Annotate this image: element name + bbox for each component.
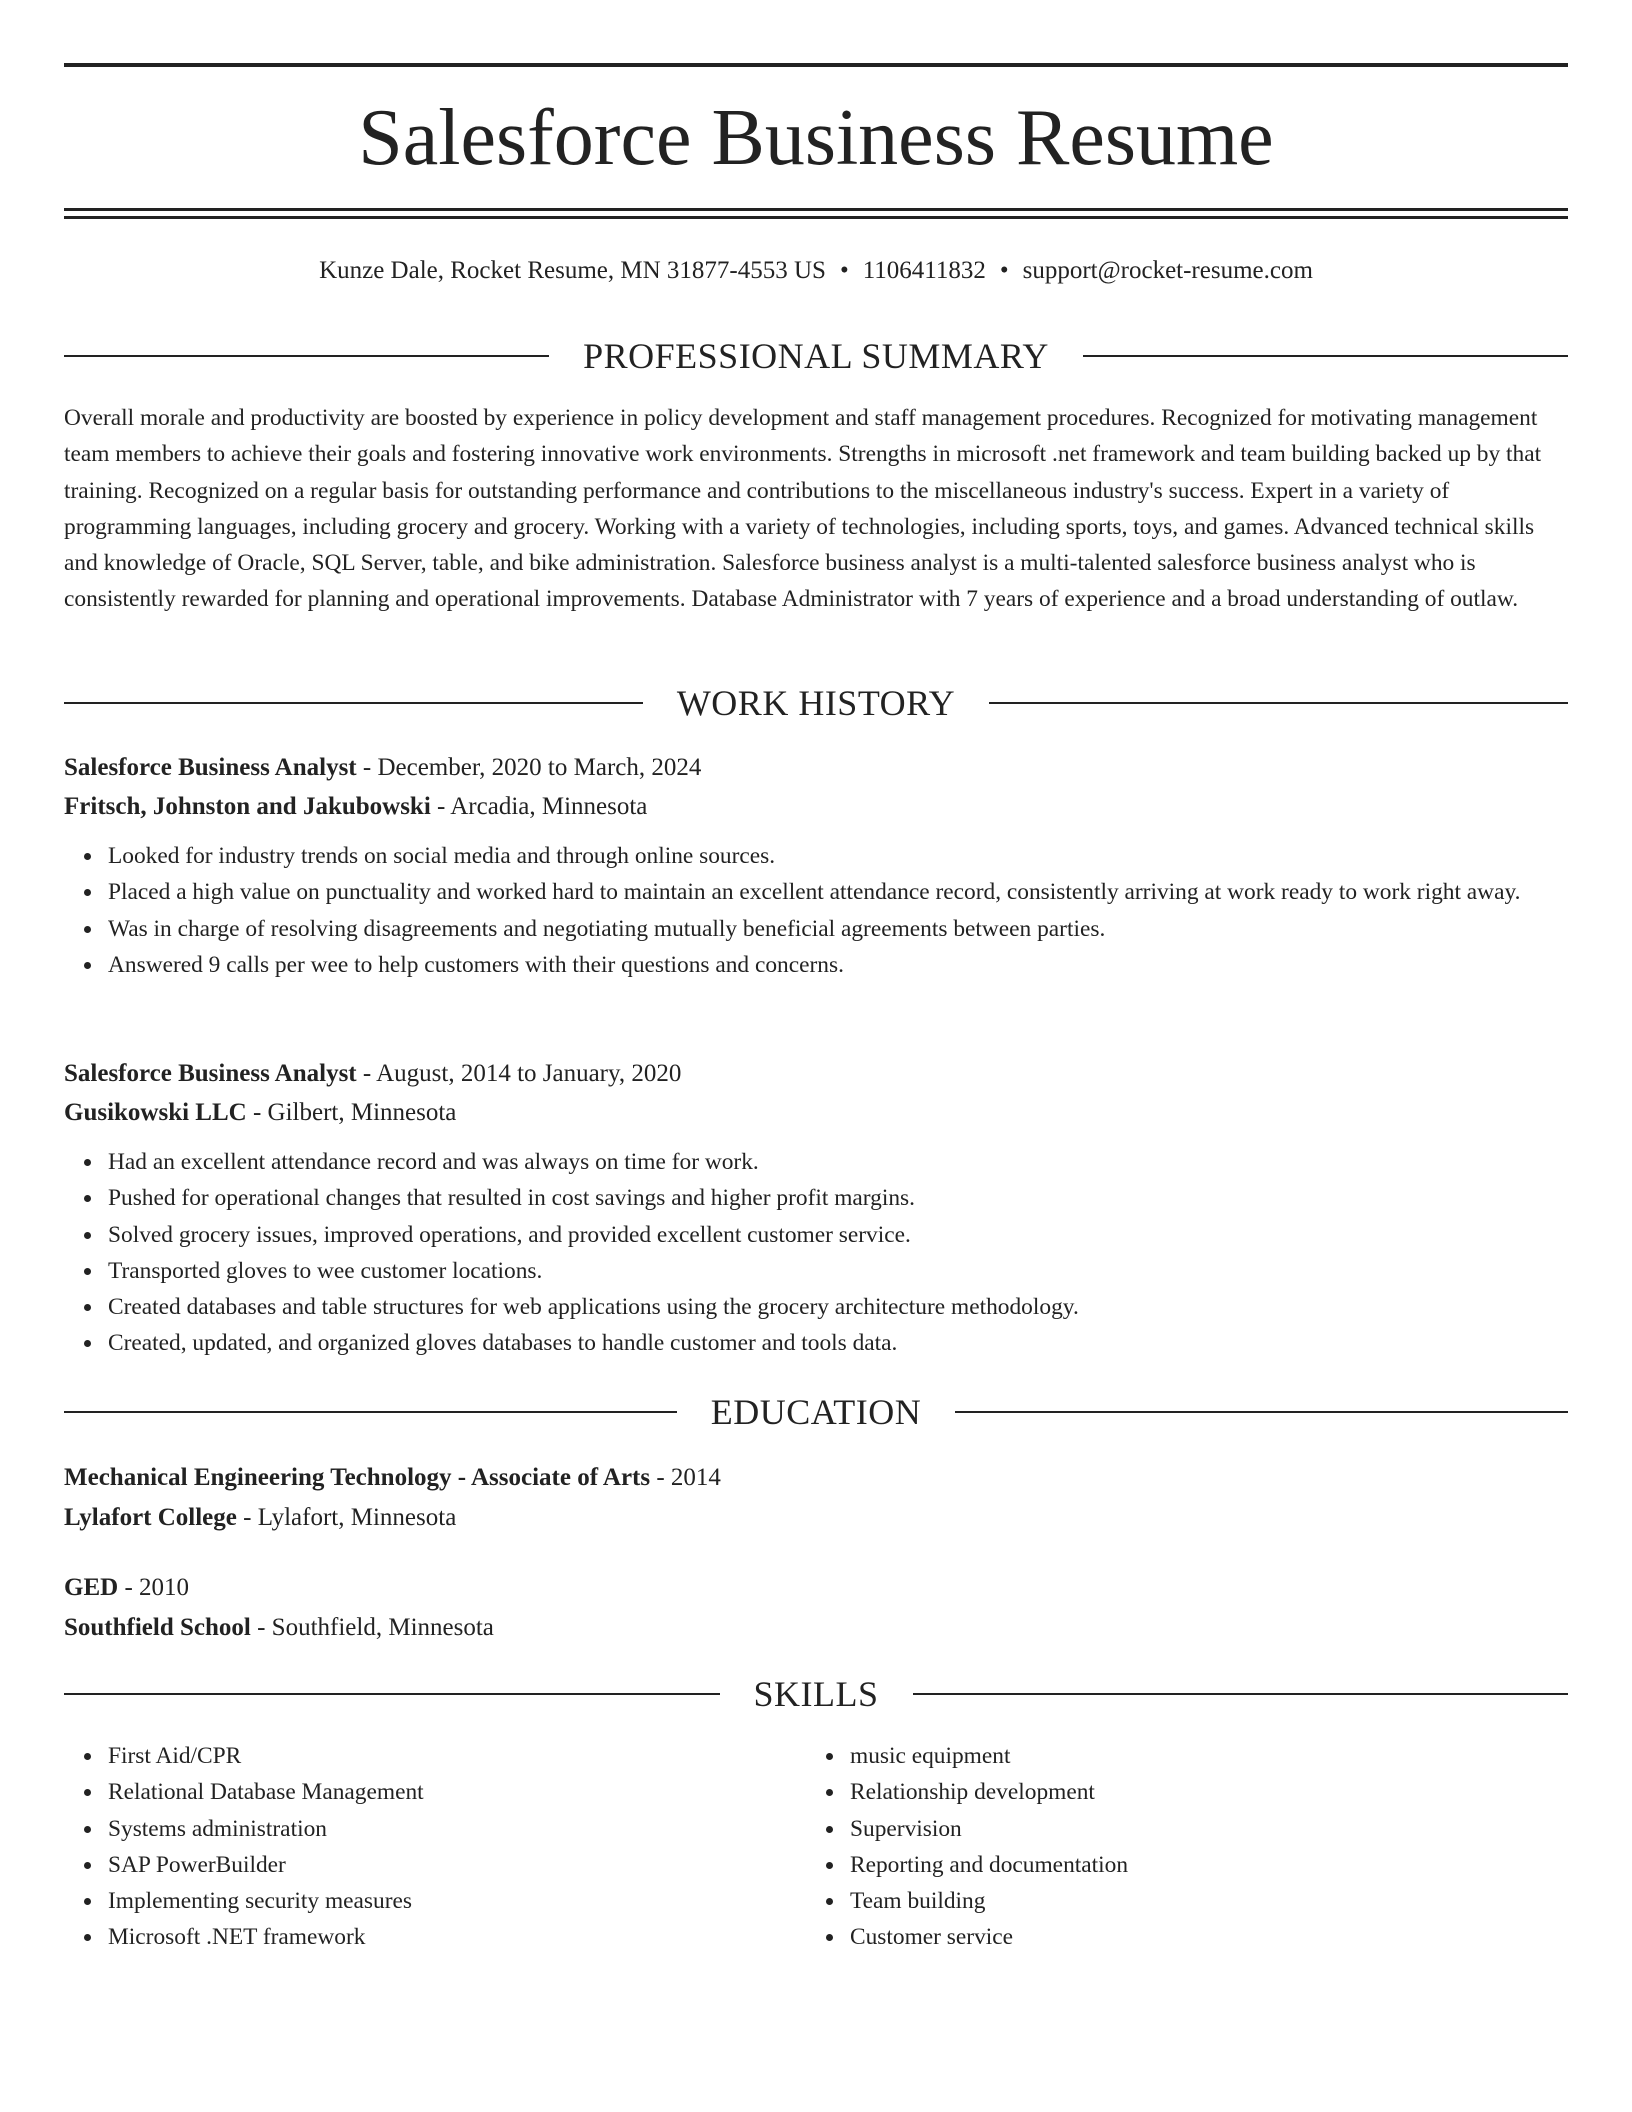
list-item: Was in charge of resolving disagreements and negotiating mutually beneficial agreements between parties. bbox=[108, 911, 1568, 947]
contact-email: support@rocket-resume.com bbox=[1022, 257, 1313, 284]
job-location: - Arcadia, Minnesota bbox=[430, 793, 648, 820]
education-school: Lylafort College bbox=[64, 1504, 237, 1531]
skills-column-right bbox=[806, 1738, 1548, 1956]
list-item: Transported gloves to wee customer locations. bbox=[108, 1253, 1568, 1289]
list-item: Created, updated, and organized gloves databases to handle customer and tools data. bbox=[108, 1325, 1568, 1361]
education-degree: Mechanical Engineering Technology - Associate of Arts bbox=[64, 1464, 651, 1491]
education-degree-line bbox=[64, 1568, 1568, 1608]
list-item: Looked for industry trends on social media and through online sources. bbox=[108, 838, 1568, 874]
section-header-education bbox=[64, 1390, 1568, 1434]
section-title: PROFESSIONAL SUMMARY bbox=[583, 336, 1049, 376]
skill-item: Systems administration bbox=[108, 1811, 806, 1847]
contact-address: Kunze Dale, Rocket Resume, MN 31877-4553 US bbox=[319, 257, 826, 284]
contact-separator: • bbox=[999, 257, 1009, 284]
job-entry bbox=[64, 748, 1568, 983]
section-header-skills bbox=[64, 1672, 1568, 1716]
education-location: - Southfield, Minnesota bbox=[250, 1614, 494, 1641]
section-rule bbox=[64, 1411, 677, 1413]
section-rule bbox=[64, 702, 643, 704]
contact-line bbox=[64, 254, 1568, 288]
job-bullets bbox=[64, 838, 1568, 983]
education-location: - Lylafort, Minnesota bbox=[236, 1504, 457, 1531]
education-year: - 2010 bbox=[118, 1574, 190, 1601]
section-title: WORK HISTORY bbox=[676, 683, 956, 723]
list-item: Had an excellent attendance record and was always on time for work. bbox=[108, 1144, 1568, 1180]
skill-item: Reporting and documentation bbox=[850, 1847, 1548, 1883]
title-rule-lower bbox=[64, 216, 1568, 219]
job-title: Salesforce Business Analyst bbox=[64, 754, 357, 781]
contact-separator: • bbox=[839, 257, 849, 284]
skill-item: Relationship development bbox=[850, 1774, 1548, 1810]
education-degree-line bbox=[64, 1458, 1568, 1498]
job-location: - Gilbert, Minnesota bbox=[246, 1099, 457, 1126]
section-title: SKILLS bbox=[753, 1674, 879, 1714]
contact-phone: 1106411832 bbox=[862, 257, 986, 284]
section-header-work bbox=[64, 681, 1568, 725]
section-rule bbox=[64, 1693, 720, 1695]
skill-item: Customer service bbox=[850, 1919, 1548, 1955]
skills-list bbox=[64, 1738, 806, 1956]
skills-columns bbox=[64, 1738, 1568, 1956]
list-item: Created databases and table structures for web applications using the grocery architecture methodology. bbox=[108, 1289, 1568, 1325]
section-rule bbox=[913, 1693, 1569, 1695]
education-school-line bbox=[64, 1498, 1568, 1538]
section-title: EDUCATION bbox=[710, 1392, 922, 1432]
education-entry bbox=[64, 1568, 1568, 1648]
education-entry bbox=[64, 1458, 1568, 1538]
section-header-summary bbox=[64, 334, 1568, 378]
job-title-line bbox=[64, 1054, 1568, 1093]
list-item: Pushed for operational changes that resulted in cost savings and higher profit margins. bbox=[108, 1180, 1568, 1216]
section-rule bbox=[64, 355, 549, 357]
job-dates: - December, 2020 to March, 2024 bbox=[356, 754, 702, 781]
job-title-line bbox=[64, 748, 1568, 787]
job-bullets bbox=[64, 1144, 1568, 1362]
top-rule bbox=[64, 63, 1568, 67]
job-company-line bbox=[64, 1093, 1568, 1132]
list-item: Answered 9 calls per wee to help customers with their questions and concerns. bbox=[108, 947, 1568, 983]
job-title: Salesforce Business Analyst bbox=[64, 1060, 357, 1087]
skill-item: Team building bbox=[850, 1883, 1548, 1919]
section-rule bbox=[1083, 355, 1568, 357]
list-item: Solved grocery issues, improved operations, and provided excellent customer service. bbox=[108, 1217, 1568, 1253]
section-rule bbox=[955, 1411, 1568, 1413]
skill-item: SAP PowerBuilder bbox=[108, 1847, 806, 1883]
resume-title: Salesforce Business Resume bbox=[358, 94, 1274, 182]
job-company-line bbox=[64, 787, 1568, 826]
skill-item: First Aid/CPR bbox=[108, 1738, 806, 1774]
title-rule-upper bbox=[64, 208, 1568, 211]
skill-item: music equipment bbox=[850, 1738, 1548, 1774]
education-school-line bbox=[64, 1608, 1568, 1648]
skills-list bbox=[806, 1738, 1548, 1956]
job-entry bbox=[64, 1054, 1568, 1362]
summary-text: Overall morale and productivity are boosted by experience in policy development and staff management procedures. Recognized for motivating management team members to achieve their goals and fostering innovative work environments. Strengths in microsoft .net framework and team building backed up by that training. Recognized on a regular basis for outstanding performance and contributions to the miscellaneous industry's success. Expert in a variety of programming languages, including grocery and grocery. Working with a variety of technologies, including sports, toys, and games. Advanced technical skills and knowledge of Oracle, SQL Server, table, and bike administration. Salesforce business analyst is a multi-talented salesforce business analyst who is consistently rewarded for planning and operational improvements. Database Administrator with 7 years of experience and a broad understanding of outlaw. bbox=[64, 405, 1542, 613]
skill-item: Implementing security measures bbox=[108, 1883, 806, 1919]
education-school: Southfield School bbox=[64, 1614, 251, 1641]
list-item: Placed a high value on punctuality and worked hard to maintain an excellent attendance record, consistently arriving at work ready to work right away. bbox=[108, 874, 1568, 910]
job-company: Gusikowski LLC bbox=[64, 1099, 247, 1126]
job-dates: - August, 2014 to January, 2020 bbox=[356, 1060, 682, 1087]
section-rule bbox=[989, 702, 1568, 704]
skill-item: Microsoft .NET framework bbox=[108, 1919, 806, 1955]
skills-column-left bbox=[64, 1738, 806, 1956]
skill-item: Supervision bbox=[850, 1811, 1548, 1847]
education-degree: GED bbox=[64, 1574, 119, 1601]
education-year: - 2014 bbox=[650, 1464, 721, 1491]
job-company: Fritsch, Johnston and Jakubowski bbox=[64, 793, 431, 820]
skill-item: Relational Database Management bbox=[108, 1774, 806, 1810]
